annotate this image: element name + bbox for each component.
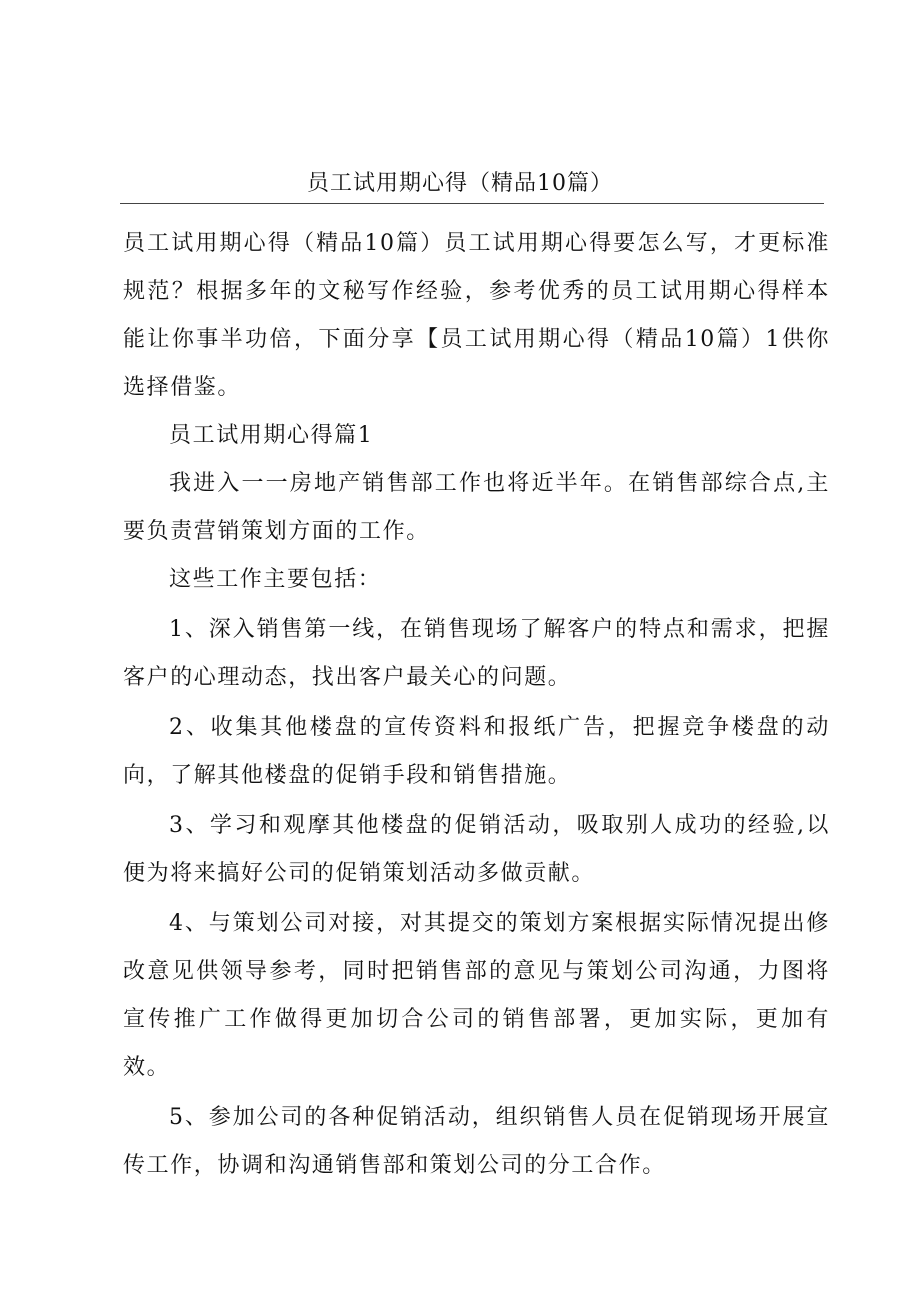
section-heading: 员工试用期心得篇1: [169, 423, 374, 448]
document-body: [123, 220, 830, 1190]
list-item-5: 5、参加公司的各种促销活动，组织销售人员在促销现场开展宣传工作，协调和沟通销售部和策划公司的分工合作。: [123, 1105, 830, 1178]
document-title: 员工试用期心得（精品10篇）: [307, 171, 613, 196]
intro-paragraph: 员工试用期心得（精品10篇）员工试用期心得要怎么写，才更标准规范？根据多年的文秘写作经验，参考优秀的员工试用期心得样本能让你事半功倍，下面分享【员工试用期心得（精品10篇）1供你选择借鉴。: [123, 231, 830, 400]
paragraph-1: 我进入一一房地产销售部工作也将近半年。在销售部综合点,主要负责营销策划方面的工作。: [123, 471, 830, 544]
title-divider: [120, 203, 824, 204]
list-item-4: 4、与策划公司对接，对其提交的策划方案根据实际情况提出修改意见供领导参考，同时把销售部的意见与策划公司沟通，力图将宣传推广工作做得更加切合公司的销售部署，更加实际，更加有效。: [123, 911, 830, 1080]
list-item-3: 3、学习和观摩其他楼盘的促销活动，吸取别人成功的经验,以便为将来搞好公司的促销策划活动多做贡献。: [123, 813, 830, 886]
paragraph-2: 这些工作主要包括：: [169, 567, 382, 592]
list-item-2: 2、收集其他楼盘的宣传资料和报纸广告，把握竞争楼盘的动向，了解其他楼盘的促销手段和销售措施。: [123, 715, 830, 788]
list-item-1: 1、深入销售第一线，在销售现场了解客户的特点和需求，把握客户的心理动态，找出客户最关心的问题。: [123, 617, 830, 690]
